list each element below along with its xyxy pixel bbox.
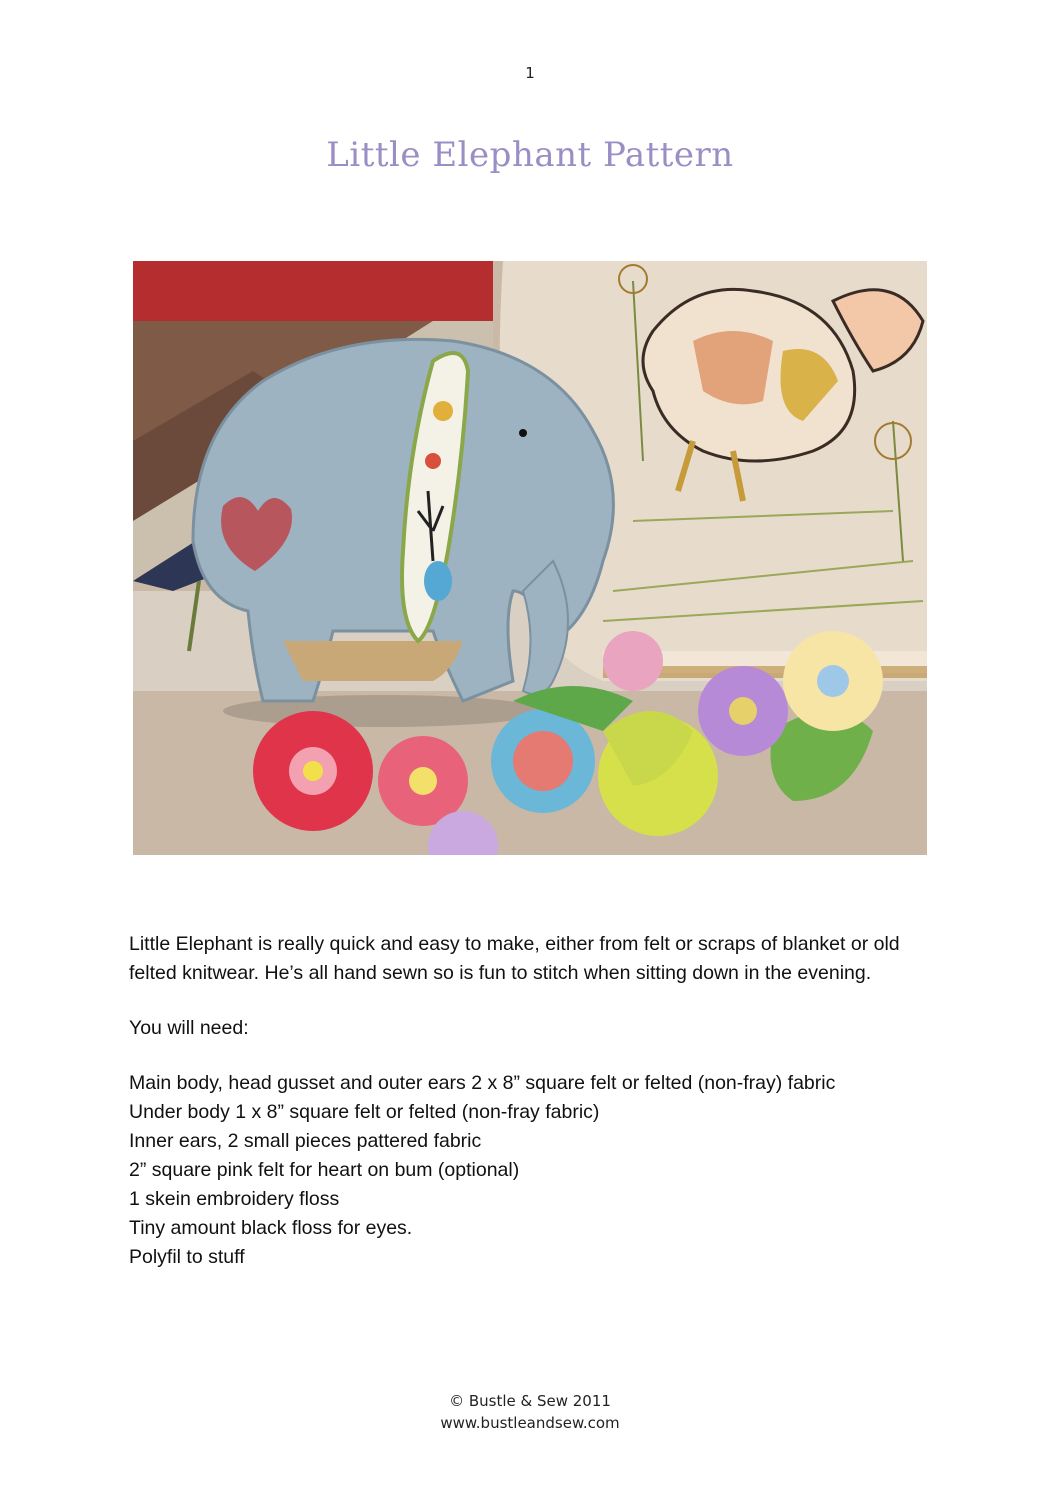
material-item: Inner ears, 2 small pieces pattered fabric [129,1130,482,1152]
material-item: Main body, head gusset and outer ears 2 x 8” square felt or felted (non-fray) fabric [129,1072,836,1094]
material-item: Polyfil to stuff [129,1246,245,1268]
copyright-text: © Bustle & Sew 2011 [449,1392,611,1410]
page-title: Little Elephant Pattern [326,135,734,175]
footer [0,1390,1060,1434]
material-item: 1 skein embroidery floss [129,1188,340,1210]
materials-list [129,1069,939,1272]
website-link[interactable]: www.bustleandsew.com [440,1414,620,1432]
needs-heading: You will need: [129,1017,249,1039]
body-text [129,930,939,1272]
page-number: 1 [525,64,535,82]
elephant-photo [133,261,927,855]
material-item: 2” square pink felt for heart on bum (optional) [129,1159,520,1181]
intro-paragraph: Little Elephant is really quick and easy to make, either from felt or scraps of blanket or old felted knitwear. He’s all hand sewn so is fun to stitch when sitting down in the evening. [129,933,900,984]
material-item: Under body 1 x 8” square felt or felted (non-fray fabric) [129,1101,600,1123]
material-item: Tiny amount black floss for eyes. [129,1217,413,1239]
